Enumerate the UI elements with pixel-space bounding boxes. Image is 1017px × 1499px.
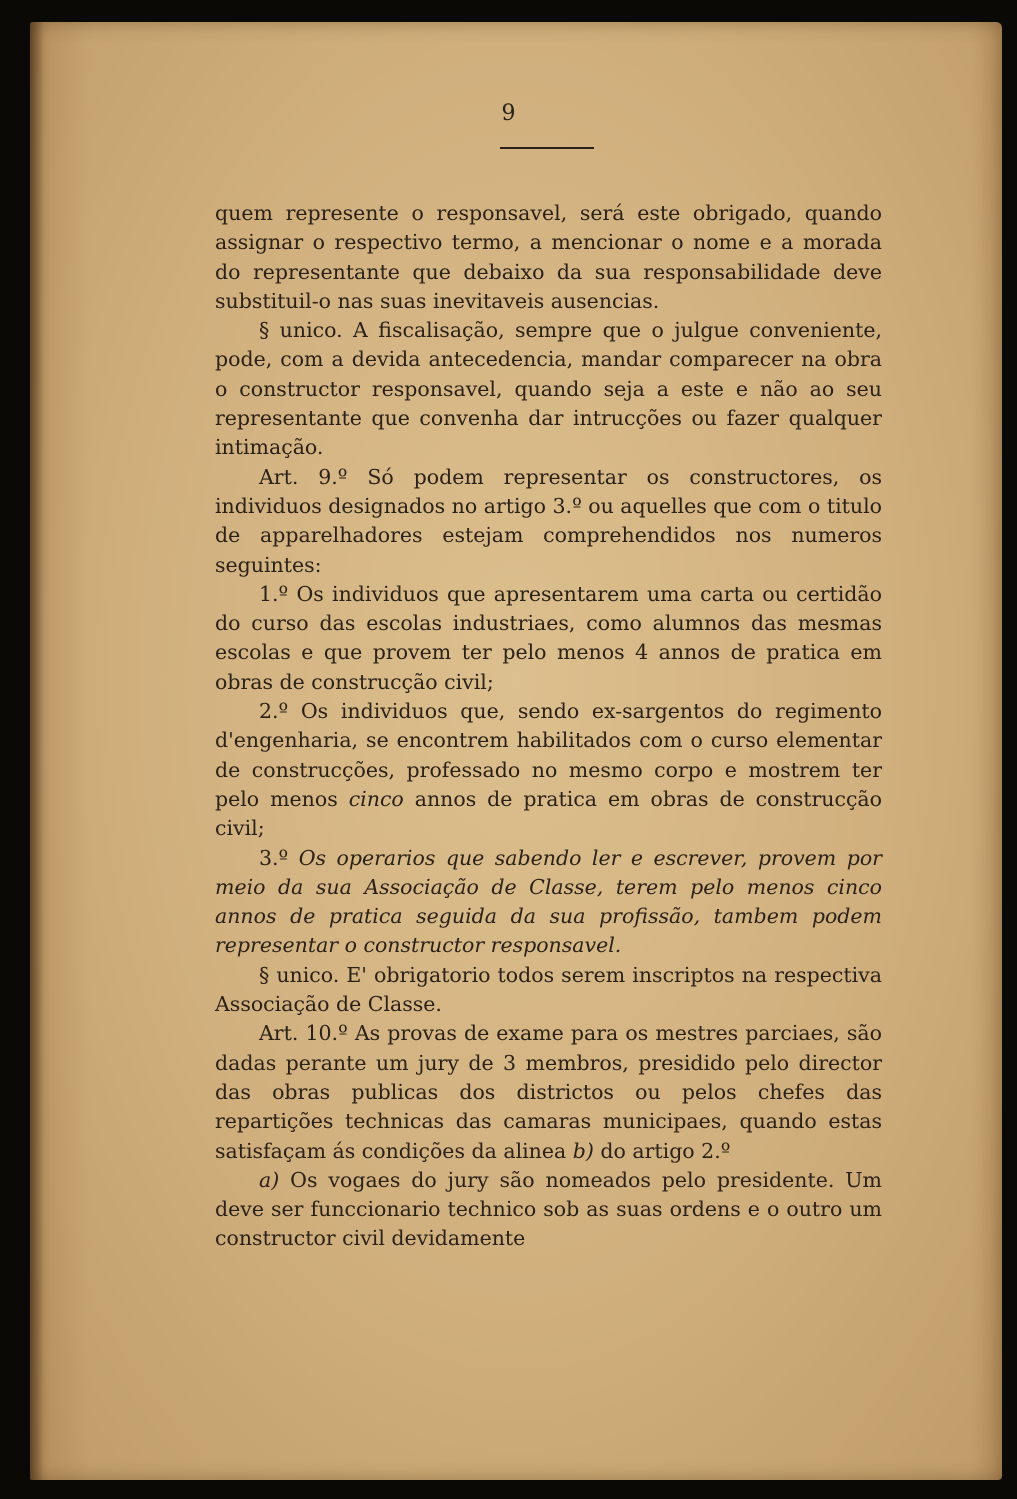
paragraph-text: 2.º Os individuos que, sendo ex-sargentos do regimento d'engenharia, se encontrem habilitados com o curso elementar de construcções, professado no mesmo corpo e mostrem ter pelo menos xyxy=(215,699,882,811)
paragraph-text: 1.º Os individuos que apresentarem uma carta ou certidão do curso das escolas industriaes, como alumnos das mesmas escolas e que provem ter pelo menos 4 annos de pratica em obras de construcção civil; xyxy=(215,581,882,694)
paragraph-text: quem represente o responsavel, será este obrigado, quando assignar o respectivo termo, a mencionar o nome e a morada do representante que debaixo da sua responsabilidade deve substituil-o nas suas inevitaveis ausencias. xyxy=(215,201,882,313)
paragraph-text: annos de pratica em obras de construcção civil; xyxy=(215,786,882,841)
italic-word: cinco xyxy=(348,786,404,811)
paragraph-continuation xyxy=(215,199,882,316)
body-text xyxy=(215,199,882,1254)
paragraph-item-3 xyxy=(215,844,882,961)
paragraph-text: Art. 10.º As provas de exame para os mestres parciaes, são dadas perante um jury de 3 membros, presidido pelo director das obras publicas dos districtos ou pelos chefes das repartições technicas das camaras municipaes, quando estas satisfaçam ás condições da alinea xyxy=(215,1021,882,1163)
italic-reference: b) xyxy=(572,1138,594,1163)
paragraph-alinea-a xyxy=(215,1166,882,1254)
paragraph-text: do artigo 2.º xyxy=(593,1138,731,1163)
item-label: 3.º xyxy=(259,845,289,870)
header-rule xyxy=(500,147,594,149)
binding-gutter xyxy=(30,22,44,1480)
paragraph-italic-text: Os operarios que sabendo ler e escrever, provem por meio da sua Associação de Classe, terem pelo menos cinco annos de pratica seguida da sua profissão, tambem podem representar o constructor responsavel. xyxy=(215,845,882,958)
paragraph-unico-inscripcao xyxy=(215,961,882,1020)
paragraph-art-10 xyxy=(215,1019,882,1165)
italic-label: a) xyxy=(259,1167,280,1192)
paragraph-text: § unico. E' obrigatorio todos serem inscriptos na respectiva Associação de Classe. xyxy=(215,962,882,1017)
paragraph-item-2 xyxy=(215,697,882,843)
paragraph-text: Art. 9.º Só podem representar os constructores, os individuos designados no artigo 3.º ou aquelles que com o titulo de apparelhadores estejam comprehendidos nos numeros seguintes: xyxy=(215,464,883,577)
paragraph-item-1 xyxy=(215,580,882,697)
paragraph-art-9 xyxy=(215,463,882,580)
paragraph-unico-fiscalisacao xyxy=(215,316,882,462)
page-number: 9 xyxy=(501,101,516,126)
paragraph-text: § unico. A fiscalisação, sempre que o julgue conveniente, pode, com a devida antecedencia, mandar comparecer na obra o constructor responsavel, quando seja a este e não ao seu representante que convenha dar intrucções ou fazer qualquer intimação. xyxy=(215,318,882,460)
paragraph-text: Os vogaes do jury são nomeados pelo presidente. Um deve ser funccionario technico sob as suas ordens e o outro um constructor civil devidamente xyxy=(215,1167,882,1251)
